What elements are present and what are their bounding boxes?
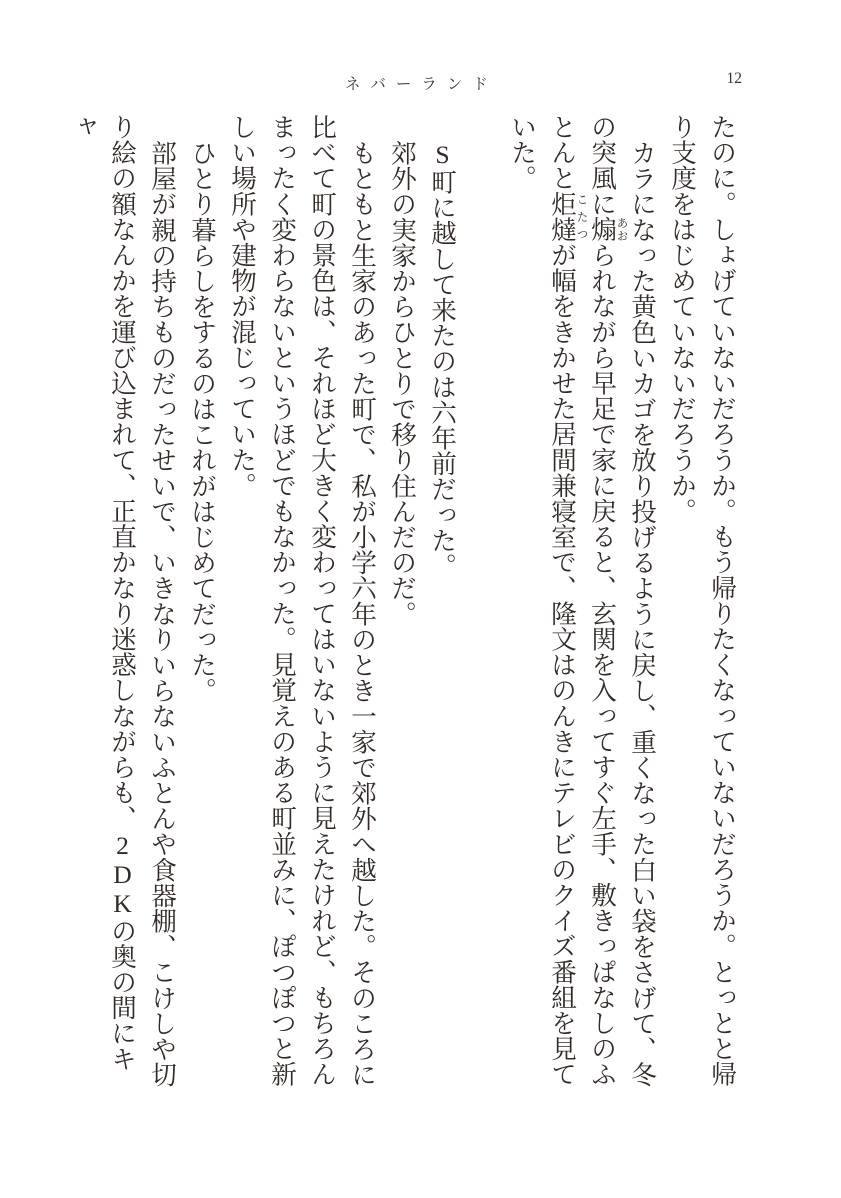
body-paragraph: S町に越して来たのは六年前だった。 [428,139,457,579]
body-paragraph: 郊外の実家からひとりで移り住んだのだ。 [388,139,417,626]
body-paragraph: もともと生家のあった町で、私が小学六年のとき一家で郊外へ越した。そのころに比べて町の景色は、それほど大きく変わってはいないように見えたけれど、もちろんまったく変わらないというほどでもなかった。見覚えのある町並みに、ぽつぽつと新しい場所や建物が混じっていた。 [228,114,377,1087]
furigana-word: 炬燵こたつ [548,190,588,243]
furigana-text: あお [615,216,628,242]
book-title: ネバーランド [345,76,498,93]
running-head [0,0,841,100]
body-text-block [62,114,742,1088]
body-paragraph: たのに。しょげていないだろうか。もう帰りたくなっていないだろうか。とっとと帰り支度をはじめていないだろうか。 [668,114,737,1087]
body-paragraph: カラになった黄色いカゴを放り投げるように戻し、重くなった白い袋をさげて、冬の突風に煽あおられながら早足で家に戻ると、玄関を入ってすぐ左手、敷きっぱなしのふとんと炬燵こたつが幅をきかせた居間兼寝室で、隆文はのんきにテレビのクイズ番組を見ていた。 [508,114,657,1087]
body-paragraph: ひとり暮らしをするのはこれがはじめてだった。 [188,139,217,703]
body-paragraph: 部屋が親の持ちものだったせいで、いきなりいらないふとんや食器棚、こけしや切り絵の額なんかを運び込まれて、正直かなり迷惑しながらも、2DKの奥の間にキャ [68,114,177,1087]
furigana-word: 煽あお [588,216,628,243]
page-number: 12 [726,70,742,87]
furigana-text: こたつ [575,190,588,243]
